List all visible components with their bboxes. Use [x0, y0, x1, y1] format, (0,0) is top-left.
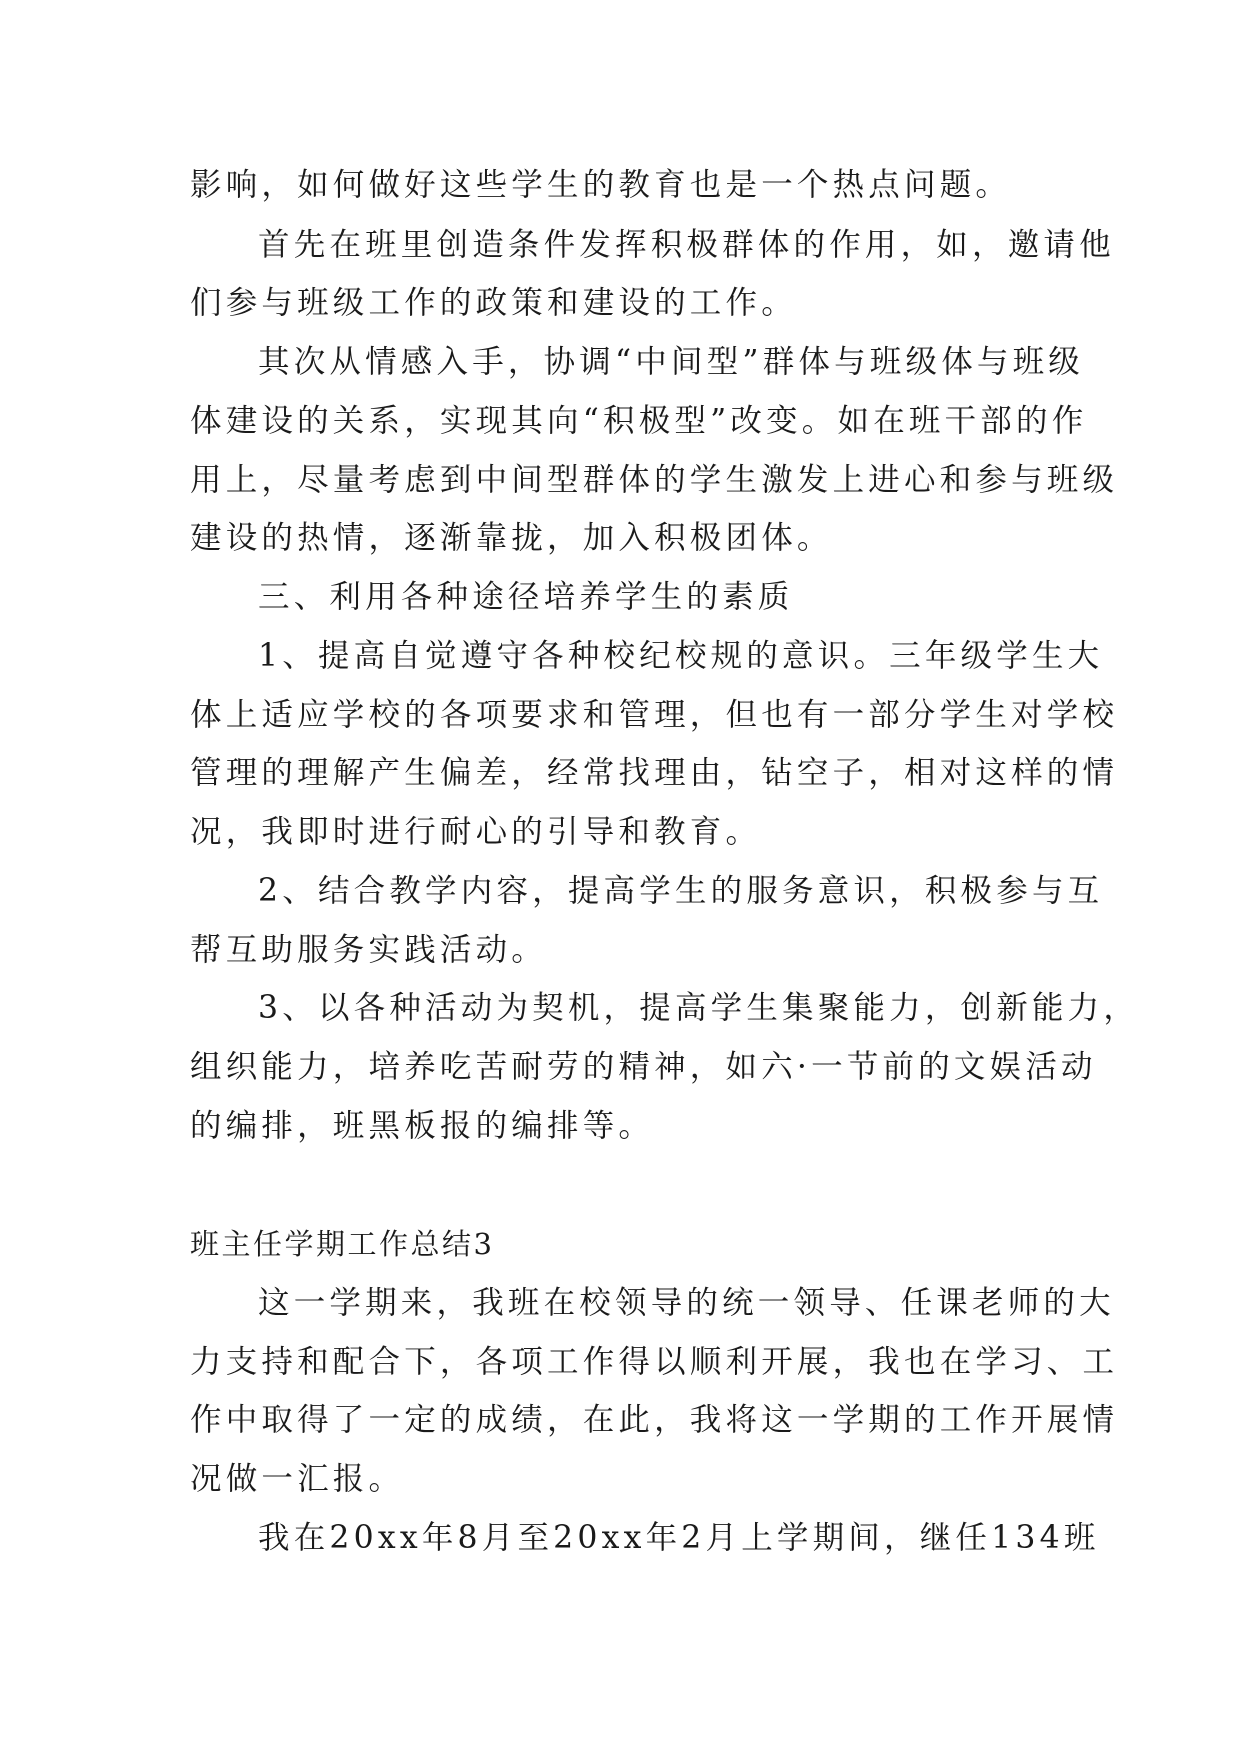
text-line: 我在20xx年8月至20xx年2月上学期间，继任134班 [258, 1520, 1100, 1556]
text-line: 管理的理解产生偏差，经常找理由，钻空子，相对这样的情 [190, 755, 1119, 791]
text-line: 况做一汇报。 [190, 1461, 405, 1497]
text-line: 体建设的关系，实现其向“积极型”改变。如在班干部的作 [190, 403, 1088, 439]
text-line: 们参与班级工作的政策和建设的工作。 [190, 285, 797, 321]
text-line: 建设的热情，逐渐靠拢，加入积极团体。 [190, 520, 833, 556]
text-line: 体上适应学校的各项要求和管理，但也有一部分学生对学校 [190, 697, 1119, 733]
section-title: 班主任学期工作总结3 [190, 1227, 495, 1261]
text-line: 3、以各种活动为契机，提高学生集聚能力，创新能力， [258, 990, 1140, 1026]
text-line: 作中取得了一定的成绩，在此，我将这一学期的工作开展情 [190, 1402, 1119, 1438]
text-line: 其次从情感入手，协调“中间型”群体与班级体与班级 [258, 344, 1085, 380]
text-line: 首先在班里创造条件发挥积极群体的作用，如，邀请他 [258, 227, 1115, 263]
text-line: 1、提高自觉遵守各种校纪校规的意识。三年级学生大 [258, 638, 1104, 674]
text-line: 的编排，班黑板报的编排等。 [190, 1108, 655, 1144]
text-line: 组织能力，培养吃苦耐劳的精神，如六·一节前的文娱活动 [190, 1049, 1097, 1085]
text-line: 用上，尽量考虑到中间型群体的学生激发上进心和参与班级 [190, 462, 1119, 498]
text-line: 力支持和配合下，各项工作得以顺利开展，我也在学习、工 [190, 1344, 1119, 1380]
text-line: 况，我即时进行耐心的引导和教育。 [190, 814, 762, 850]
text-line: 三、利用各种途径培养学生的素质 [258, 579, 794, 615]
text-line: 这一学期来，我班在校领导的统一领导、任课老师的大 [258, 1285, 1115, 1321]
text-line: 帮互助服务实践活动。 [190, 932, 548, 968]
text-line: 2、结合教学内容，提高学生的服务意识，积极参与互 [258, 873, 1104, 909]
text-line: 影响，如何做好这些学生的教育也是一个热点问题。 [190, 167, 1012, 203]
